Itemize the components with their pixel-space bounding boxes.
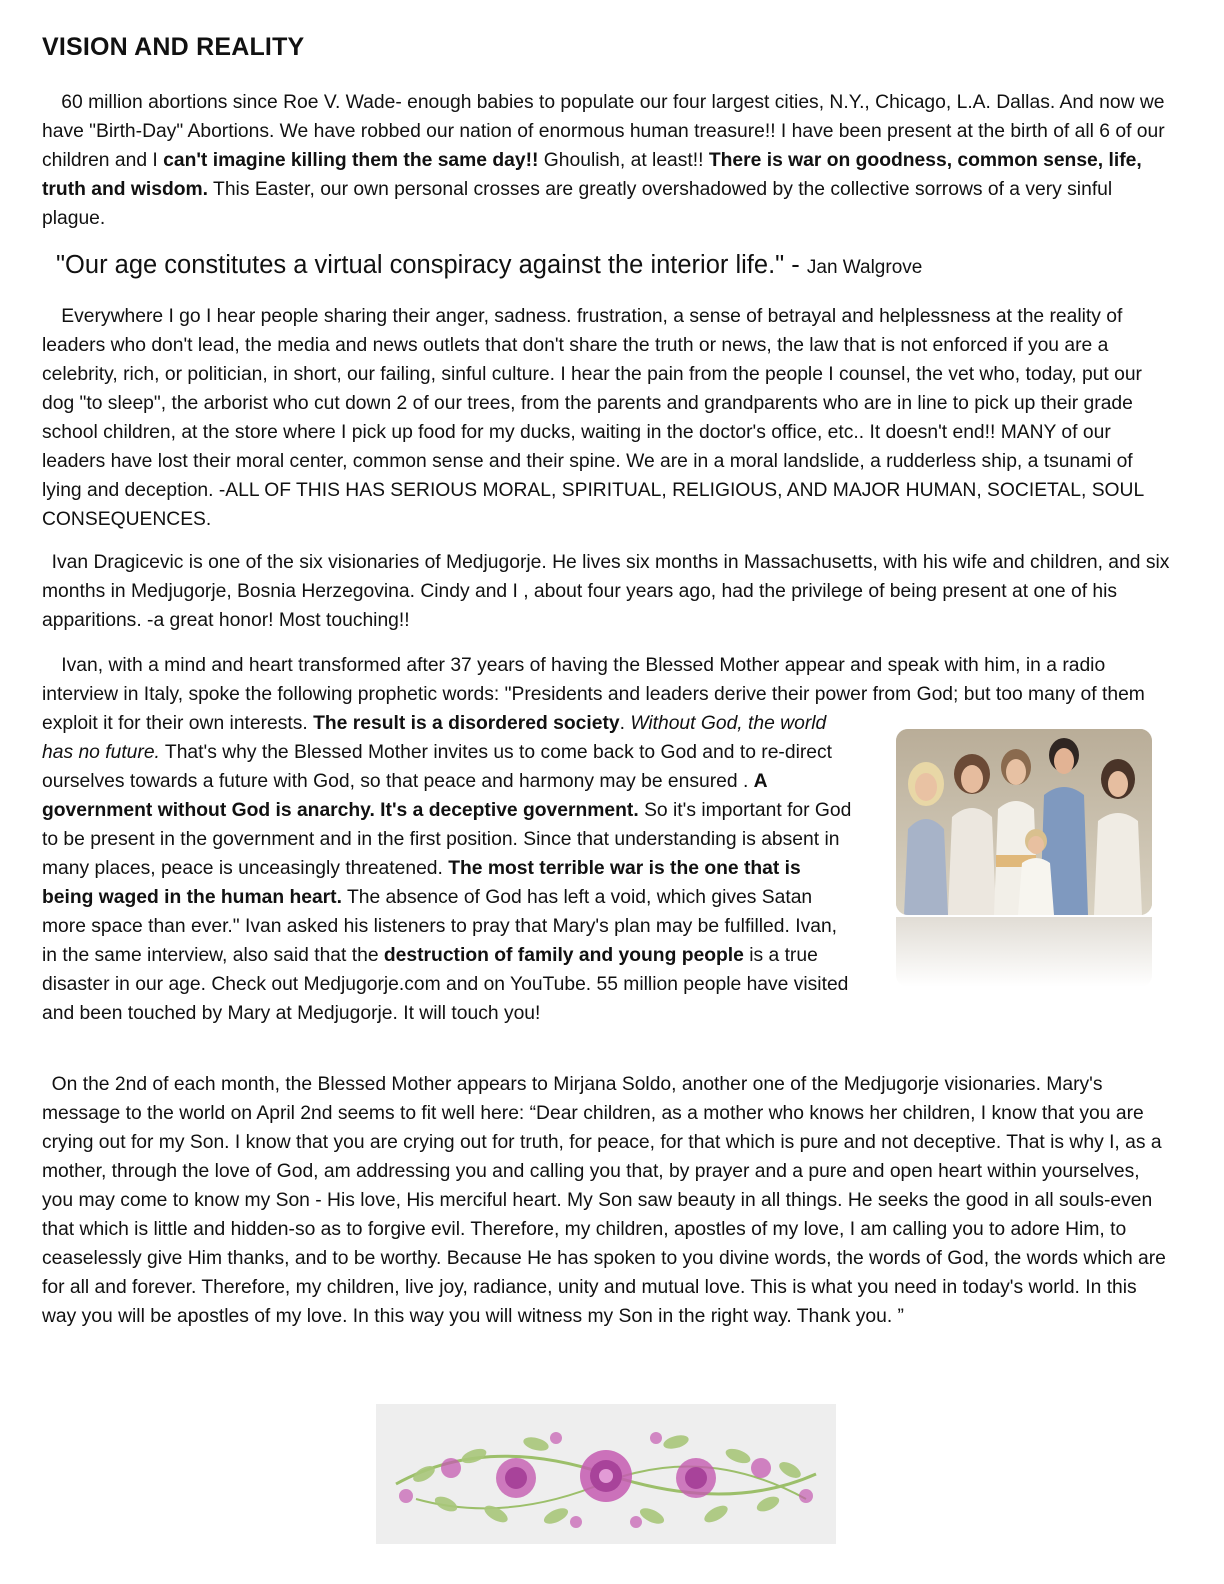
- p4-text-3: So it's important for God to be present in the government and in the first position. Since that understanding is absent in many places, peace is unceasingly threatened.: [42, 800, 852, 879]
- rose-garland-illustration: [376, 1404, 836, 1544]
- p3-text: Ivan Dragicevic is one of the six visionaries of Medjugorje. He lives six months in Massachusetts, with his wife and children, and six months in Medjugorje, Bosnia Herzegovina. Cindy and I , about four years ago, had the privilege of being present at one of his apparitions. -a great honor! Most touching!!: [42, 552, 1170, 631]
- p4-bold-2: A government without God is anarchy. It's a deceptive government.: [42, 771, 767, 821]
- p4-text-4: The absence of God has left a void, which gives Satan more space than ever." Ivan asked his listeners to pray that Mary's plan may be fulfilled. Ivan, in the same interview, also said that the: [42, 887, 838, 966]
- p1-bold-2: There is war on goodness, common sense, life, truth and wisdom.: [42, 150, 1142, 200]
- rose-garland-icon: [376, 1404, 836, 1544]
- paragraph-abortions: [42, 88, 1174, 233]
- paragraph-ivan-words: [42, 651, 1174, 1028]
- p1-text-1: 60 million abortions since Roe V. Wade- enough babies to populate our four largest cities, N.Y., Chicago, L.A. Dallas. And now we have "Birth-Day" Abortions. We have robbed our nation of enormous human treasure!! I have been present at the birth of all 6 of our children and I: [42, 92, 1165, 171]
- p4-text-2: That's why the Blessed Mother invites us to come back to God and to re-direct ourselves towards a future with God, so that peace and harmony may be ensured .: [42, 742, 832, 792]
- quote-author: Jan Walgrove: [806, 257, 923, 278]
- p4-bold-1: The result is a disordered society: [313, 713, 620, 734]
- p1-text-3: This Easter, our own personal crosses are greatly overshadowed by the collective sorrows of a very sinful plague.: [42, 179, 1113, 229]
- p1-text-2: Ghoulish, at least!!: [538, 150, 709, 171]
- paragraph-mirjana-message: [42, 1070, 1174, 1331]
- visionaries-photo-box: [884, 723, 1184, 995]
- photo-reflection: [896, 917, 1152, 987]
- p5-text: On the 2nd of each month, the Blessed Mother appears to Mirjana Soldo, another one of the Medjugorje visionaries. Mary's message to the world on April 2nd seems to fit well here: “Dear children, as a mother who knows her children, I know that you are crying out for my Son. I know that you are crying out for truth, for peace, for that which is pure and not deceptive. That is why I, as a mother, through the love of God, am addressing you and calling you that, by prayer and a pure and open heart within yourselves, you may come to know my Son - His love, His merciful heart. My Son saw beauty in all things. He seeks the good in all souls-even that which is little and hidden-so as to forgive evil. Therefore, my children, apostles of my love, I am calling you to adore Him, to ceaselessly give Him thanks, and to be worthy. Because He has spoken to you divine words, the words of God, the words which are for all and forever. Therefore, my children, live joy, radiance, unity and mutual love. This is what you need in today's world. In this way you will be apostles of my love. In this way you will witness my Son in the right way. Thank you. ”: [42, 1074, 1166, 1327]
- visionaries-photo: [896, 729, 1152, 915]
- p4-bold-4: destruction of family and young people: [383, 945, 744, 966]
- paragraph-culture: [42, 302, 1174, 534]
- pull-quote: [56, 248, 1176, 285]
- page-title: VISION AND REALITY: [42, 33, 305, 61]
- p4-text-5: is a true disaster in our age. Check out Medjugorje.com and on YouTube. 55 million people have visited and been touched by Mary at Medjugorje. It will touch you!: [42, 945, 849, 1024]
- p1-bold-1: can't imagine killing them the same day!!: [163, 150, 539, 171]
- group-portrait-illustration: [896, 729, 1152, 915]
- p4-italic-1: Without God, the world has no future.: [42, 713, 827, 763]
- p4-text-1: .: [619, 713, 631, 734]
- quote-text: "Our age constitutes a virtual conspiracy against the interior life." -: [56, 251, 807, 279]
- p2-text: Everywhere I go I hear people sharing their anger, sadness. frustration, a sense of betrayal and helplessness at the reality of leaders who don't lead, the media and news outlets that don't share the truth or news, the law that is not enforced if you are a celebrity, rich, or politician, in short, our failing, sinful culture. I hear the pain from the people I counsel, the vet who, today, put our dog "to sleep", the arborist who cut down 2 of our trees, from the parents and grandparents who are in line to pick up their grade school children, at the store where I pick up food for my ducks, waiting in the doctor's office, etc.. It doesn't end!! MANY of our leaders have lost their moral center, common sense and their spine. We are in a moral landslide, a rudderless ship, a tsunami of lying and deception. -ALL OF THIS HAS SERIOUS MORAL, SPIRITUAL, RELIGIOUS, AND MAJOR HUMAN, SOCIETAL, SOUL CONSEQUENCES.: [42, 306, 1144, 530]
- p4-bold-3: The most terrible war is the one that is being waged in the human heart.: [42, 858, 801, 908]
- paragraph-ivan-intro: [42, 548, 1174, 635]
- p4-lead: Ivan, with a mind and heart transformed after 37 years of having the Blessed Mother appear and speak with him, in a radio interview in Italy, spoke the following prophetic words: "Presidents and leaders derive their power from God; but too many of them exploit it for their own interests.: [42, 655, 1145, 734]
